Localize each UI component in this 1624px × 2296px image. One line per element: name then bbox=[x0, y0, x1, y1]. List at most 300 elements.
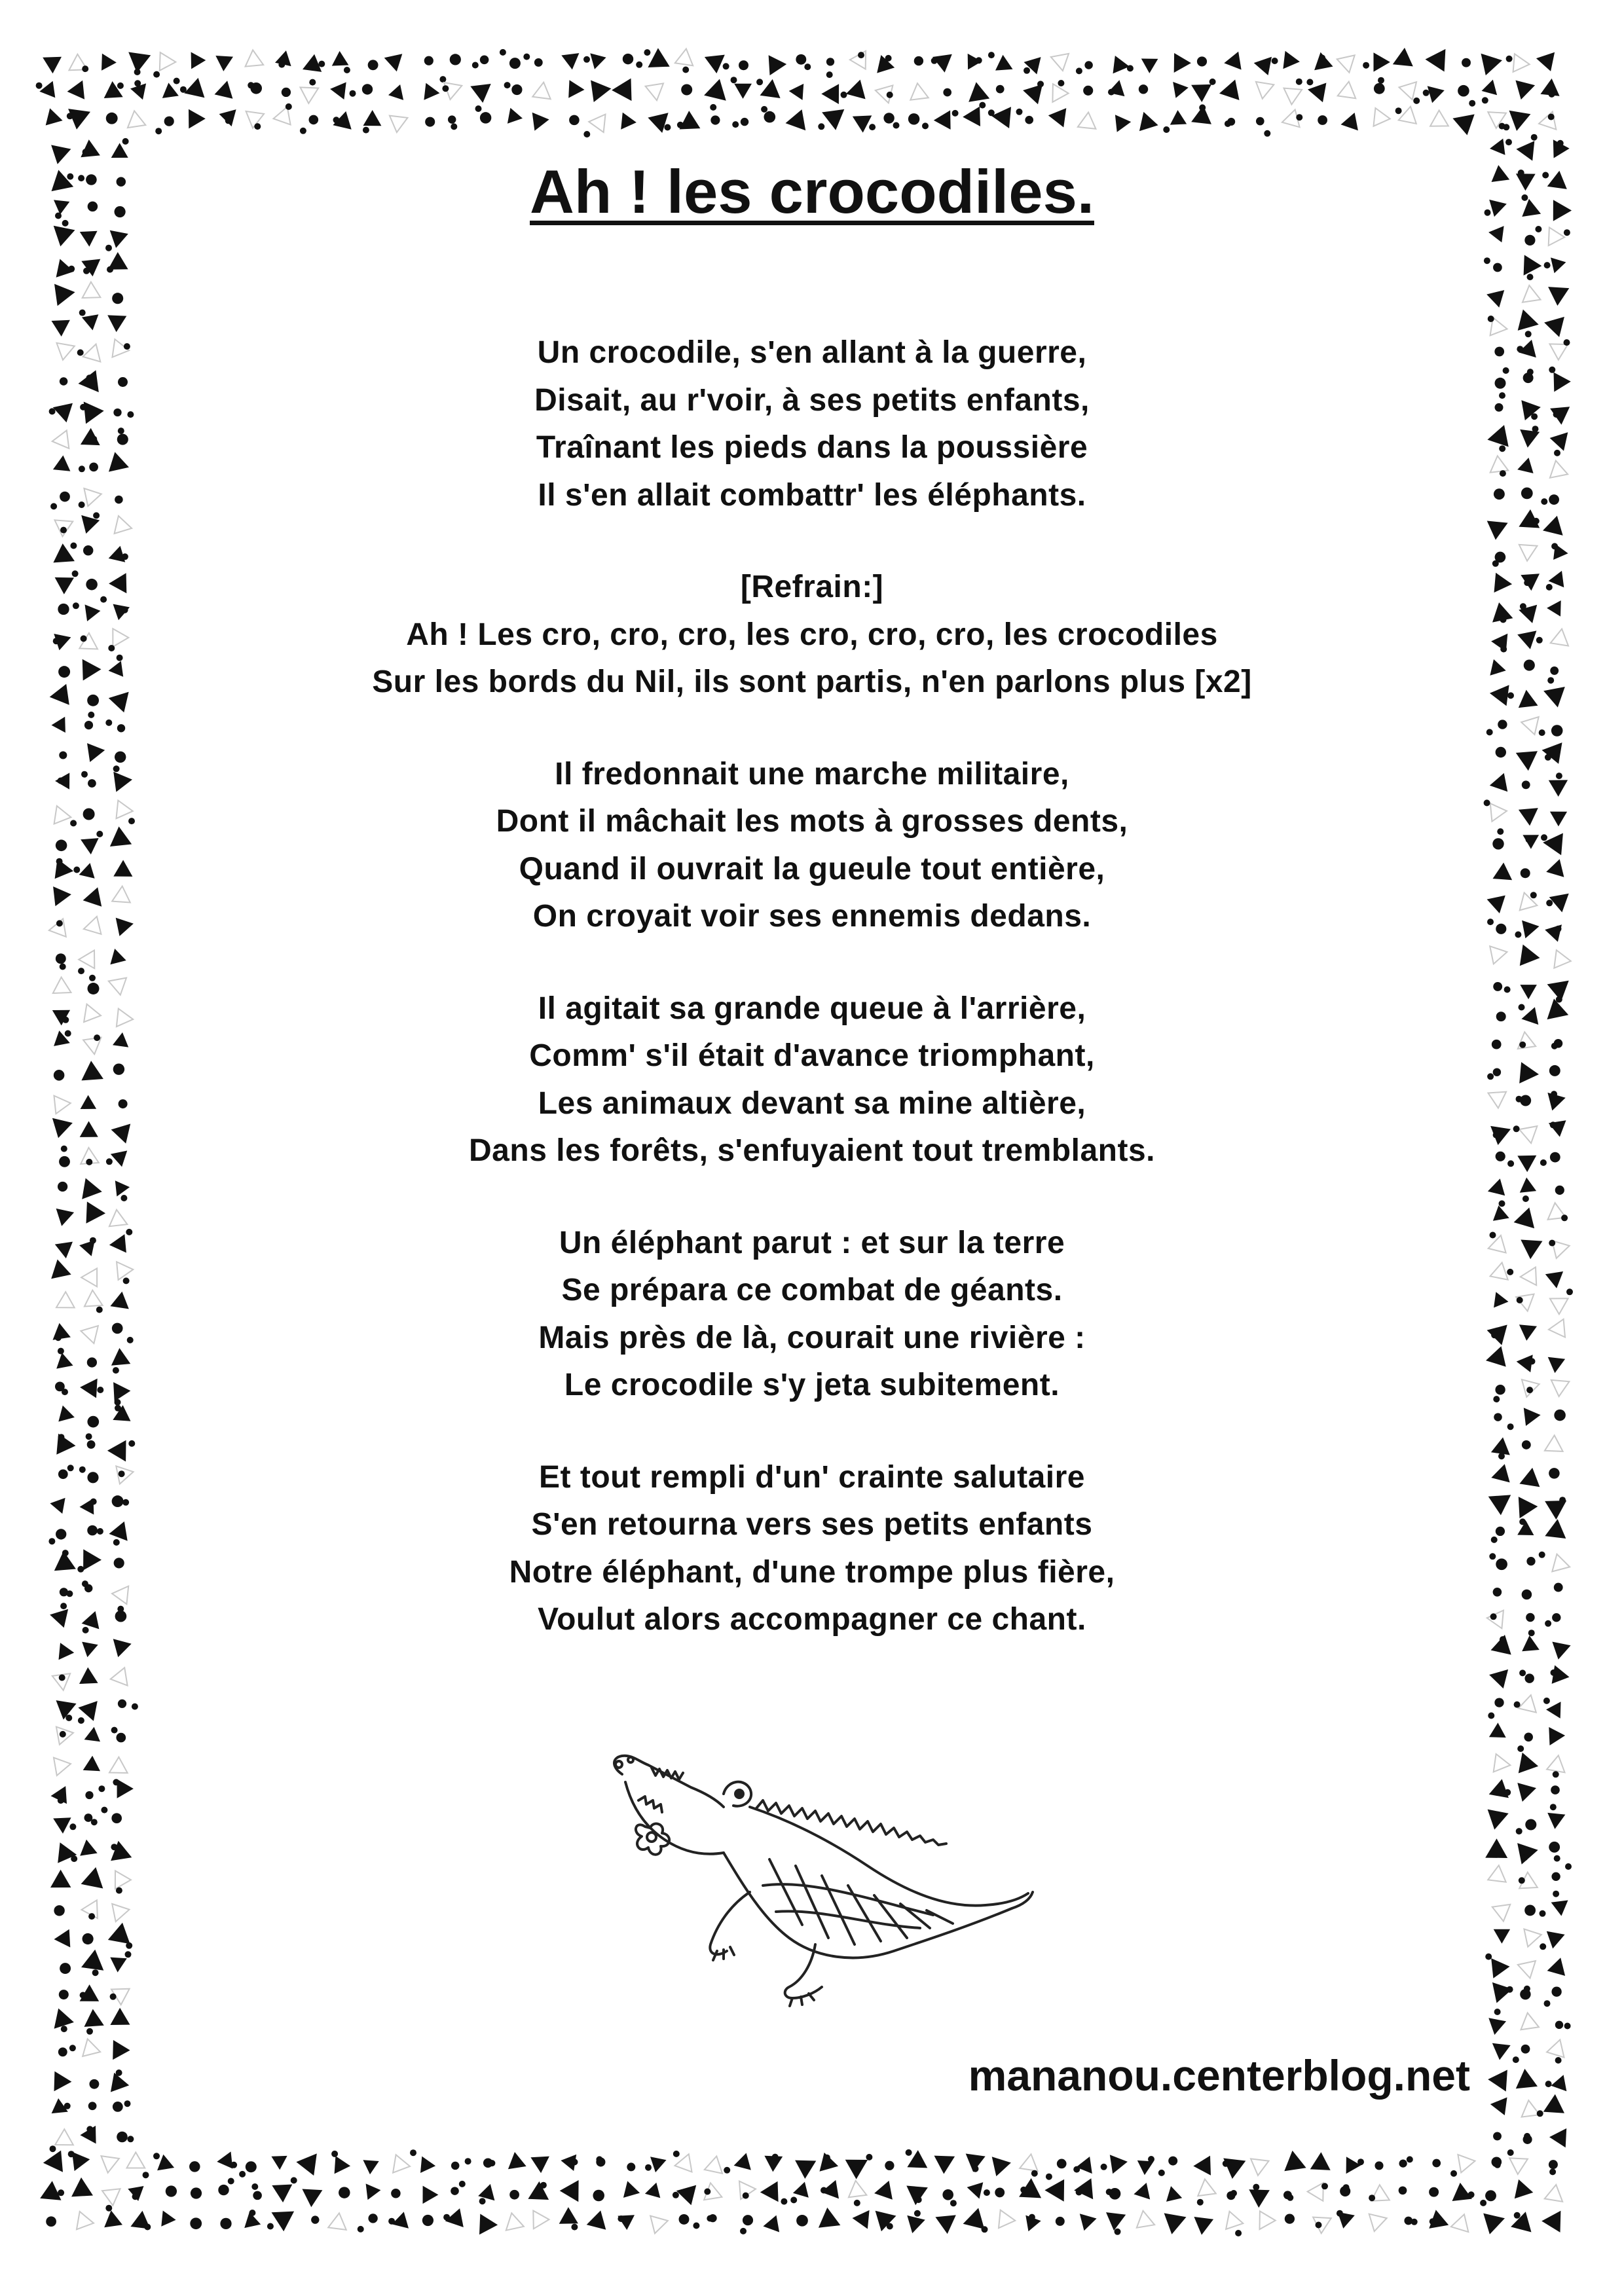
triangle-dot-icon bbox=[109, 1757, 128, 1773]
triangle-dot-icon bbox=[1515, 2179, 1534, 2198]
triangle-dot-icon bbox=[443, 2214, 450, 2221]
triangle-dot-icon bbox=[910, 83, 929, 100]
triangle-dot-icon bbox=[58, 2047, 67, 2056]
triangle-dot-icon bbox=[162, 82, 179, 98]
triangle-dot-icon bbox=[712, 87, 719, 94]
triangle-dot-icon bbox=[1283, 51, 1300, 69]
triangle-dot-icon bbox=[1469, 100, 1475, 107]
stanza-5 bbox=[0, 1454, 1624, 1644]
triangle-dot-icon bbox=[1485, 1838, 1507, 1858]
triangle-dot-icon bbox=[215, 56, 233, 71]
triangle-dot-icon bbox=[1488, 226, 1504, 242]
triangle-dot-icon bbox=[50, 1870, 71, 1887]
triangle-dot-icon bbox=[1115, 2229, 1121, 2235]
triangle-dot-icon bbox=[271, 2156, 287, 2170]
triangle-dot-icon bbox=[1506, 56, 1513, 62]
triangle-dot-icon bbox=[560, 2180, 579, 2202]
triangle-dot-icon bbox=[368, 60, 378, 70]
triangle-dot-icon bbox=[1509, 111, 1531, 131]
triangle-dot-icon bbox=[756, 79, 763, 85]
triangle-dot-icon bbox=[161, 2211, 175, 2227]
triangle-dot-icon bbox=[101, 2156, 119, 2173]
triangle-dot-icon bbox=[1492, 1904, 1511, 1922]
triangle-dot-icon bbox=[1046, 2174, 1052, 2180]
triangle-dot-icon bbox=[1374, 83, 1385, 94]
triangle-dot-icon bbox=[623, 54, 633, 64]
triangle-dot-icon bbox=[472, 62, 479, 69]
triangle-dot-icon bbox=[887, 2223, 893, 2230]
triangle-dot-icon bbox=[1490, 2098, 1507, 2116]
triangle-dot-icon bbox=[1521, 2045, 1530, 2054]
triangle-dot-icon bbox=[507, 108, 523, 124]
lyric-line: Les animaux devant sa mine altière, bbox=[538, 1085, 1086, 1121]
triangle-dot-icon bbox=[885, 2161, 894, 2170]
triangle-dot-icon bbox=[532, 82, 550, 100]
triangle-dot-icon bbox=[943, 88, 951, 97]
triangle-dot-icon bbox=[673, 2151, 680, 2157]
triangle-dot-icon bbox=[1256, 82, 1274, 99]
triangle-dot-icon bbox=[1547, 1755, 1564, 1772]
triangle-dot-icon bbox=[1547, 1813, 1565, 1829]
triangle-dot-icon bbox=[821, 84, 839, 104]
triangle-dot-icon bbox=[388, 84, 403, 100]
triangle-dot-icon bbox=[1318, 115, 1327, 125]
triangle-dot-icon bbox=[309, 115, 319, 125]
triangle-dot-icon bbox=[963, 107, 980, 126]
triangle-dot-icon bbox=[1521, 2075, 1528, 2082]
triangle-dot-icon bbox=[1374, 108, 1390, 126]
triangle-dot-icon bbox=[80, 1840, 98, 1856]
triangle-dot-icon bbox=[478, 2184, 494, 2200]
triangle-dot-icon bbox=[442, 85, 449, 92]
triangle-dot-icon bbox=[1490, 139, 1505, 155]
triangle-dot-icon bbox=[1158, 2170, 1165, 2176]
triangle-dot-icon bbox=[190, 2217, 202, 2229]
triangle-dot-icon bbox=[61, 2026, 67, 2032]
triangle-dot-icon bbox=[174, 78, 180, 84]
triangle-dot-icon bbox=[1016, 109, 1023, 115]
triangle-dot-icon bbox=[301, 87, 319, 103]
triangle-dot-icon bbox=[786, 109, 806, 130]
lyric-line: Un crocodile, s'en allant à la guerre, bbox=[537, 335, 1087, 370]
triangle-dot-icon bbox=[841, 92, 847, 98]
triangle-dot-icon bbox=[246, 50, 264, 66]
triangle-dot-icon bbox=[710, 104, 716, 111]
triangle-dot-icon bbox=[1519, 1695, 1536, 1713]
triangle-dot-icon bbox=[450, 54, 461, 65]
triangle-dot-icon bbox=[822, 109, 844, 130]
triangle-dot-icon bbox=[534, 58, 543, 67]
triangle-dot-icon bbox=[999, 2210, 1015, 2229]
triangle-dot-icon bbox=[101, 54, 117, 71]
triangle-dot-icon bbox=[1251, 2159, 1269, 2176]
triangle-dot-icon bbox=[116, 1733, 126, 1743]
triangle-dot-icon bbox=[1524, 255, 1542, 275]
triangle-dot-icon bbox=[1413, 98, 1420, 104]
triangle-dot-icon bbox=[318, 61, 325, 67]
triangle-dot-icon bbox=[1493, 2132, 1502, 2140]
song-title bbox=[0, 156, 1624, 228]
triangle-dot-icon bbox=[952, 110, 959, 117]
triangle-dot-icon bbox=[710, 115, 720, 124]
triangle-dot-icon bbox=[116, 1887, 122, 1894]
triangle-dot-icon bbox=[335, 2156, 350, 2174]
triangle-dot-icon bbox=[1393, 48, 1413, 67]
triangle-dot-icon bbox=[500, 49, 506, 56]
stanza-1 bbox=[0, 329, 1624, 519]
triangle-dot-icon bbox=[79, 310, 86, 316]
triangle-dot-icon bbox=[705, 2156, 722, 2173]
triangle-dot-icon bbox=[676, 2185, 696, 2206]
song-title-text: Ah ! les crocodiles. bbox=[530, 157, 1094, 226]
triangle-dot-icon bbox=[1547, 1931, 1565, 1949]
triangle-dot-icon bbox=[1074, 2178, 1093, 2199]
triangle-dot-icon bbox=[1494, 1698, 1504, 1707]
triangle-dot-icon bbox=[98, 1785, 105, 1792]
triangle-dot-icon bbox=[58, 2189, 64, 2196]
triangle-dot-icon bbox=[254, 123, 261, 130]
lyric-line: Disait, au r'voir, à ses petits enfants, bbox=[534, 382, 1090, 418]
triangle-dot-icon bbox=[215, 81, 233, 99]
triangle-dot-icon bbox=[1193, 2156, 1211, 2176]
triangle-dot-icon bbox=[1115, 115, 1131, 132]
triangle-dot-icon bbox=[1515, 81, 1535, 100]
triangle-dot-icon bbox=[992, 2157, 1011, 2176]
triangle-dot-icon bbox=[1073, 2166, 1080, 2173]
triangle-dot-icon bbox=[612, 79, 631, 101]
triangle-dot-icon bbox=[1531, 134, 1538, 141]
triangle-dot-icon bbox=[1545, 2185, 1562, 2202]
triangle-dot-icon bbox=[866, 2154, 872, 2160]
triangle-dot-icon bbox=[1029, 2214, 1035, 2221]
triangle-dot-icon bbox=[1489, 1779, 1509, 1798]
triangle-dot-icon bbox=[1551, 1987, 1561, 1997]
triangle-dot-icon bbox=[1494, 1929, 1510, 1944]
triangle-dot-icon bbox=[424, 83, 439, 100]
triangle-dot-icon bbox=[1551, 257, 1566, 273]
triangle-dot-icon bbox=[189, 109, 206, 129]
triangle-dot-icon bbox=[124, 2100, 131, 2107]
triangle-dot-icon bbox=[60, 1963, 71, 1974]
triangle-dot-icon bbox=[1547, 2040, 1564, 2058]
triangle-dot-icon bbox=[1504, 1789, 1511, 1796]
triangle-dot-icon bbox=[110, 1994, 117, 2000]
triangle-dot-icon bbox=[80, 231, 98, 247]
triangle-dot-icon bbox=[113, 2102, 123, 2112]
triangle-dot-icon bbox=[1485, 1954, 1492, 1960]
triangle-dot-icon bbox=[272, 2185, 292, 2203]
triangle-dot-icon bbox=[1025, 116, 1033, 124]
triangle-dot-icon bbox=[821, 2187, 827, 2194]
triangle-dot-icon bbox=[976, 57, 982, 64]
triangle-dot-icon bbox=[1321, 2183, 1328, 2189]
triangle-dot-icon bbox=[1020, 2154, 1037, 2171]
triangle-dot-icon bbox=[995, 55, 1013, 71]
triangle-dot-icon bbox=[153, 71, 160, 78]
triangle-dot-icon bbox=[155, 128, 162, 134]
triangle-dot-icon bbox=[1037, 81, 1044, 87]
triangle-dot-icon bbox=[88, 1913, 95, 1920]
triangle-dot-icon bbox=[71, 2178, 93, 2197]
triangle-dot-icon bbox=[43, 57, 62, 74]
triangle-dot-icon bbox=[309, 79, 316, 86]
triangle-dot-icon bbox=[988, 52, 995, 58]
triangle-dot-icon bbox=[853, 2210, 870, 2229]
lyric-line: Il agitait sa grande queue à l'arrière, bbox=[538, 991, 1086, 1026]
triangle-dot-icon bbox=[1287, 2195, 1293, 2201]
triangle-dot-icon bbox=[1546, 1702, 1561, 1719]
triangle-dot-icon bbox=[60, 1731, 66, 1738]
triangle-dot-icon bbox=[1494, 1754, 1511, 1772]
triangle-dot-icon bbox=[1509, 2158, 1528, 2174]
triangle-dot-icon bbox=[1493, 263, 1502, 272]
triangle-dot-icon bbox=[81, 1950, 103, 1971]
triangle-dot-icon bbox=[984, 2189, 990, 2196]
triangle-dot-icon bbox=[1507, 2149, 1514, 2156]
triangle-dot-icon bbox=[1517, 1745, 1524, 1752]
triangle-dot-icon bbox=[1235, 2230, 1242, 2236]
triangle-dot-icon bbox=[363, 127, 369, 134]
triangle-dot-icon bbox=[1549, 91, 1555, 98]
triangle-dot-icon bbox=[1489, 1722, 1506, 1738]
website-link[interactable]: mananou.centerblog.net bbox=[968, 2051, 1470, 2100]
triangle-dot-icon bbox=[420, 2157, 435, 2173]
refrain bbox=[0, 564, 1624, 706]
triangle-dot-icon bbox=[82, 314, 98, 330]
triangle-dot-icon bbox=[112, 293, 123, 304]
triangle-dot-icon bbox=[117, 1779, 134, 1798]
triangle-dot-icon bbox=[53, 1817, 71, 1833]
triangle-dot-icon bbox=[1198, 2179, 1216, 2196]
triangle-dot-icon bbox=[1374, 52, 1390, 71]
triangle-dot-icon bbox=[760, 2181, 779, 2202]
triangle-dot-icon bbox=[571, 2224, 578, 2231]
triangle-dot-icon bbox=[885, 55, 892, 62]
triangle-dot-icon bbox=[1522, 285, 1541, 302]
triangle-dot-icon bbox=[734, 84, 752, 99]
triangle-dot-icon bbox=[134, 69, 141, 75]
triangle-dot-icon bbox=[1284, 2151, 1306, 2171]
triangle-dot-icon bbox=[1505, 139, 1512, 145]
triangle-dot-icon bbox=[1557, 140, 1564, 147]
triangle-dot-icon bbox=[1113, 56, 1130, 73]
triangle-dot-icon bbox=[128, 111, 145, 128]
triangle-dot-icon bbox=[1544, 2000, 1551, 2007]
triangle-dot-icon bbox=[1078, 113, 1096, 129]
triangle-dot-icon bbox=[781, 2198, 787, 2205]
triangle-dot-icon bbox=[225, 117, 232, 124]
triangle-dot-icon bbox=[761, 106, 767, 113]
triangle-dot-icon bbox=[915, 2196, 922, 2203]
triangle-dot-icon bbox=[1369, 2214, 1387, 2232]
triangle-dot-icon bbox=[967, 2182, 984, 2198]
triangle-dot-icon bbox=[239, 2171, 246, 2178]
triangle-dot-icon bbox=[741, 118, 748, 126]
triangle-dot-icon bbox=[887, 92, 893, 98]
triangle-dot-icon bbox=[1306, 79, 1313, 85]
triangle-dot-icon bbox=[36, 82, 43, 89]
triangle-dot-icon bbox=[68, 109, 90, 130]
triangle-dot-icon bbox=[988, 109, 995, 116]
triangle-dot-icon bbox=[590, 53, 606, 69]
triangle-dot-icon bbox=[509, 2190, 519, 2200]
triangle-dot-icon bbox=[1127, 65, 1134, 71]
triangle-dot-icon bbox=[972, 2166, 979, 2172]
triangle-dot-icon bbox=[969, 82, 989, 101]
triangle-dot-icon bbox=[217, 2151, 232, 2168]
triangle-dot-icon bbox=[393, 2155, 410, 2172]
triangle-dot-icon bbox=[116, 2069, 122, 2076]
triangle-dot-icon bbox=[1411, 2219, 1418, 2225]
triangle-dot-icon bbox=[475, 105, 482, 112]
triangle-dot-icon bbox=[362, 84, 373, 94]
triangle-dot-icon bbox=[83, 2039, 100, 2056]
triangle-dot-icon bbox=[509, 58, 521, 69]
triangle-dot-icon bbox=[422, 2215, 434, 2226]
triangle-dot-icon bbox=[68, 266, 75, 272]
triangle-dot-icon bbox=[1514, 1702, 1521, 1708]
triangle-dot-icon bbox=[1518, 310, 1539, 331]
lyric-line: Se prépara ce combat de géants. bbox=[561, 1273, 1063, 1307]
lyric-line: Le crocodile s'y jeta subitement. bbox=[564, 1368, 1060, 1402]
triangle-dot-icon bbox=[1254, 57, 1272, 75]
triangle-dot-icon bbox=[583, 56, 590, 63]
triangle-dot-icon bbox=[931, 58, 938, 64]
triangle-dot-icon bbox=[743, 2193, 749, 2199]
triangle-dot-icon bbox=[1488, 316, 1494, 322]
triangle-dot-icon bbox=[1346, 2157, 1361, 2174]
triangle-dot-icon bbox=[1106, 2189, 1113, 2195]
triangle-dot-icon bbox=[1555, 2057, 1562, 2064]
triangle-dot-icon bbox=[391, 2189, 400, 2198]
triangle-dot-icon bbox=[489, 2160, 495, 2166]
triangle-dot-icon bbox=[1308, 2183, 1323, 2201]
triangle-dot-icon bbox=[126, 1942, 132, 1949]
triangle-dot-icon bbox=[1048, 108, 1067, 127]
triangle-dot-icon bbox=[54, 1758, 71, 1776]
triangle-dot-icon bbox=[1428, 86, 1445, 103]
triangle-dot-icon bbox=[1537, 2110, 1543, 2117]
triangle-dot-icon bbox=[645, 2183, 660, 2198]
triangle-dot-icon bbox=[1272, 58, 1278, 64]
triangle-dot-icon bbox=[83, 1933, 94, 1944]
triangle-dot-icon bbox=[1174, 53, 1191, 73]
triangle-dot-icon bbox=[854, 2200, 860, 2206]
triangle-dot-icon bbox=[54, 1929, 71, 1948]
lyric-line: On croyait voir ses ennemis dedans. bbox=[532, 899, 1092, 934]
triangle-dot-icon bbox=[1264, 130, 1270, 137]
triangle-dot-icon bbox=[874, 2181, 893, 2200]
triangle-dot-icon bbox=[111, 1813, 122, 1823]
triangle-dot-icon bbox=[1197, 56, 1207, 66]
triangle-dot-icon bbox=[54, 284, 75, 306]
triangle-dot-icon bbox=[1488, 1810, 1509, 1830]
triangle-dot-icon bbox=[40, 2181, 61, 2200]
triangle-dot-icon bbox=[425, 117, 435, 127]
triangle-dot-icon bbox=[46, 2216, 56, 2227]
triangle-dot-icon bbox=[110, 2008, 130, 2025]
triangle-dot-icon bbox=[1101, 2164, 1107, 2170]
triangle-dot-icon bbox=[1564, 229, 1570, 236]
triangle-dot-icon bbox=[645, 2164, 652, 2171]
triangle-dot-icon bbox=[845, 2160, 868, 2179]
triangle-dot-icon bbox=[85, 1791, 93, 1799]
triangle-dot-icon bbox=[390, 116, 408, 133]
triangle-dot-icon bbox=[818, 123, 824, 130]
triangle-dot-icon bbox=[1488, 1713, 1494, 1719]
triangle-dot-icon bbox=[1249, 2189, 1270, 2208]
lyric-line: Voulut alors accompagner ce chant. bbox=[538, 1602, 1086, 1637]
triangle-dot-icon bbox=[1519, 1877, 1525, 1884]
triangle-dot-icon bbox=[218, 2185, 229, 2195]
triangle-dot-icon bbox=[511, 84, 522, 95]
triangle-dot-icon bbox=[112, 1904, 129, 1922]
triangle-dot-icon bbox=[296, 2153, 316, 2176]
triangle-dot-icon bbox=[366, 2183, 381, 2200]
lyric-line: Il fredonnait une marche militaire, bbox=[555, 756, 1069, 792]
triangle-dot-icon bbox=[723, 63, 729, 69]
triangle-dot-icon bbox=[858, 52, 864, 58]
triangle-dot-icon bbox=[883, 113, 894, 123]
triangle-dot-icon bbox=[1525, 1819, 1536, 1830]
triangle-dot-icon bbox=[1337, 55, 1355, 72]
triangle-dot-icon bbox=[1524, 1733, 1533, 1742]
triangle-dot-icon bbox=[1549, 1727, 1565, 1745]
triangle-dot-icon bbox=[115, 1871, 131, 1889]
triangle-dot-icon bbox=[1341, 113, 1358, 130]
triangle-dot-icon bbox=[54, 1905, 64, 1916]
triangle-dot-icon bbox=[86, 2126, 93, 2132]
triangle-dot-icon bbox=[760, 79, 781, 98]
triangle-dot-icon bbox=[125, 1951, 132, 1958]
triangle-dot-icon bbox=[67, 113, 73, 119]
triangle-dot-icon bbox=[1480, 2200, 1486, 2206]
triangle-dot-icon bbox=[64, 2103, 71, 2109]
triangle-dot-icon bbox=[300, 128, 306, 134]
triangle-dot-icon bbox=[410, 2149, 416, 2156]
triangle-dot-icon bbox=[740, 2228, 747, 2234]
triangle-dot-icon bbox=[1168, 2157, 1177, 2166]
triangle-dot-icon bbox=[532, 113, 549, 131]
triangle-dot-icon bbox=[1551, 2075, 1566, 2091]
triangle-dot-icon bbox=[248, 82, 254, 88]
stanza-2 bbox=[0, 751, 1624, 941]
triangle-dot-icon bbox=[1540, 1910, 1546, 1917]
triangle-dot-icon bbox=[1524, 1986, 1530, 1992]
triangle-dot-icon bbox=[91, 1819, 98, 1825]
triangle-dot-icon bbox=[1547, 1958, 1566, 1976]
lyric-line: Mais près de là, courait une rivière : bbox=[538, 1320, 1086, 1355]
triangle-dot-icon bbox=[1296, 114, 1302, 120]
triangle-dot-icon bbox=[84, 2009, 104, 2027]
triangle-dot-icon bbox=[231, 2162, 237, 2168]
triangle-dot-icon bbox=[1564, 2023, 1571, 2030]
triangle-dot-icon bbox=[1023, 84, 1043, 105]
triangle-dot-icon bbox=[479, 2214, 498, 2235]
triangle-dot-icon bbox=[739, 60, 748, 70]
triangle-dot-icon bbox=[1106, 2212, 1126, 2231]
triangle-dot-icon bbox=[583, 131, 590, 137]
triangle-dot-icon bbox=[88, 2102, 97, 2110]
triangle-dot-icon bbox=[65, 1715, 72, 1721]
triangle-dot-icon bbox=[249, 2210, 255, 2216]
triangle-dot-icon bbox=[1514, 2212, 1521, 2219]
triangle-dot-icon bbox=[358, 2226, 364, 2232]
triangle-dot-icon bbox=[1565, 1863, 1572, 1870]
triangle-dot-icon bbox=[922, 122, 929, 129]
triangle-dot-icon bbox=[523, 54, 530, 60]
triangle-dot-icon bbox=[448, 115, 456, 123]
